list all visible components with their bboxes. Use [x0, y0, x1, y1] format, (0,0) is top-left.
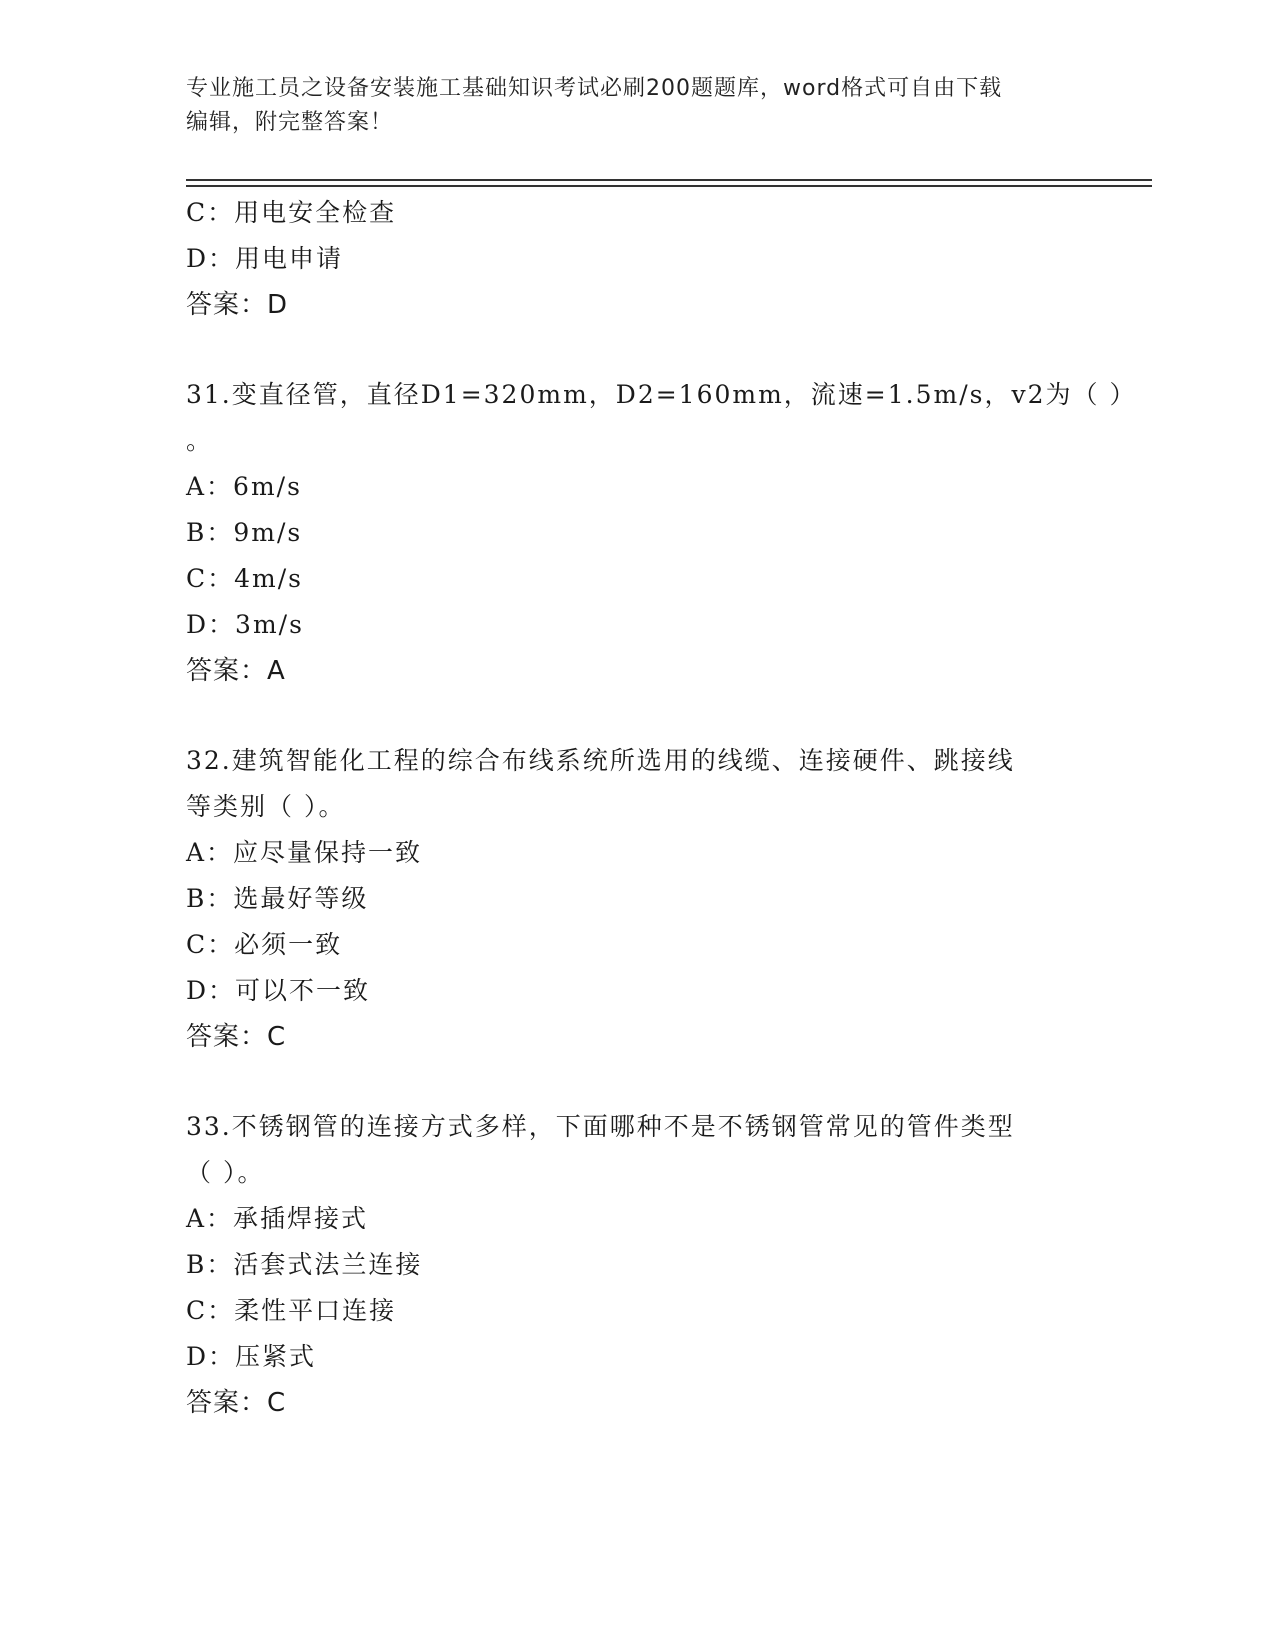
option-b: B：选最好等级 — [186, 884, 369, 913]
option-d: D：3m/s — [186, 610, 304, 639]
question-text-cont: 。 — [186, 426, 214, 455]
question-text: 33.不锈钢管的连接方式多样，下面哪种不是不锈钢管常见的管件类型 — [186, 1112, 1015, 1141]
question-block-32 — [186, 738, 1086, 1060]
option-a: A：应尽量保持一致 — [186, 838, 423, 867]
header-rule-top — [186, 179, 1152, 181]
question-text: 32.建筑智能化工程的综合布线系统所选用的线缆、连接硬件、跳接线 — [186, 746, 1015, 775]
answer-line: 答案：A — [186, 656, 286, 686]
question-block-prev — [186, 190, 1086, 328]
question-text: 31.变直径管，直径D1=320mm，D2=160mm，流速=1.5m/s，v2为（ ） — [186, 380, 1137, 409]
document-header — [186, 72, 1066, 140]
option-d: D：压紧式 — [186, 1342, 317, 1371]
option-b: B：活套式法兰连接 — [186, 1250, 423, 1279]
header-rule-bottom — [186, 185, 1152, 187]
question-text-cont: 等类别（ ）。 — [186, 792, 346, 821]
question-block-31 — [186, 372, 1137, 694]
header-line-1: 专业施工员之设备安装施工基础知识考试必刷200题题库，word格式可自由下载 — [186, 76, 1003, 101]
option-c: C：4m/s — [186, 564, 303, 593]
option-a: A：承插焊接式 — [186, 1204, 369, 1233]
option-b: B：9m/s — [186, 518, 303, 547]
option-d: D：可以不一致 — [186, 976, 371, 1005]
question-text-cont: （ ）。 — [186, 1158, 265, 1187]
document-body — [186, 190, 1137, 1426]
answer-line: 答案：D — [186, 290, 289, 320]
option-a: A：6m/s — [186, 472, 302, 501]
question-block-33 — [186, 1104, 1086, 1426]
header-line-2: 编辑，附完整答案！ — [186, 110, 394, 135]
answer-line: 答案：C — [186, 1022, 287, 1052]
option-d: D：用电申请 — [186, 244, 344, 273]
option-c: C：必须一致 — [186, 930, 343, 959]
answer-line: 答案：C — [186, 1388, 287, 1418]
option-c: C：柔性平口连接 — [186, 1296, 397, 1325]
option-c: C：用电安全检查 — [186, 198, 397, 227]
